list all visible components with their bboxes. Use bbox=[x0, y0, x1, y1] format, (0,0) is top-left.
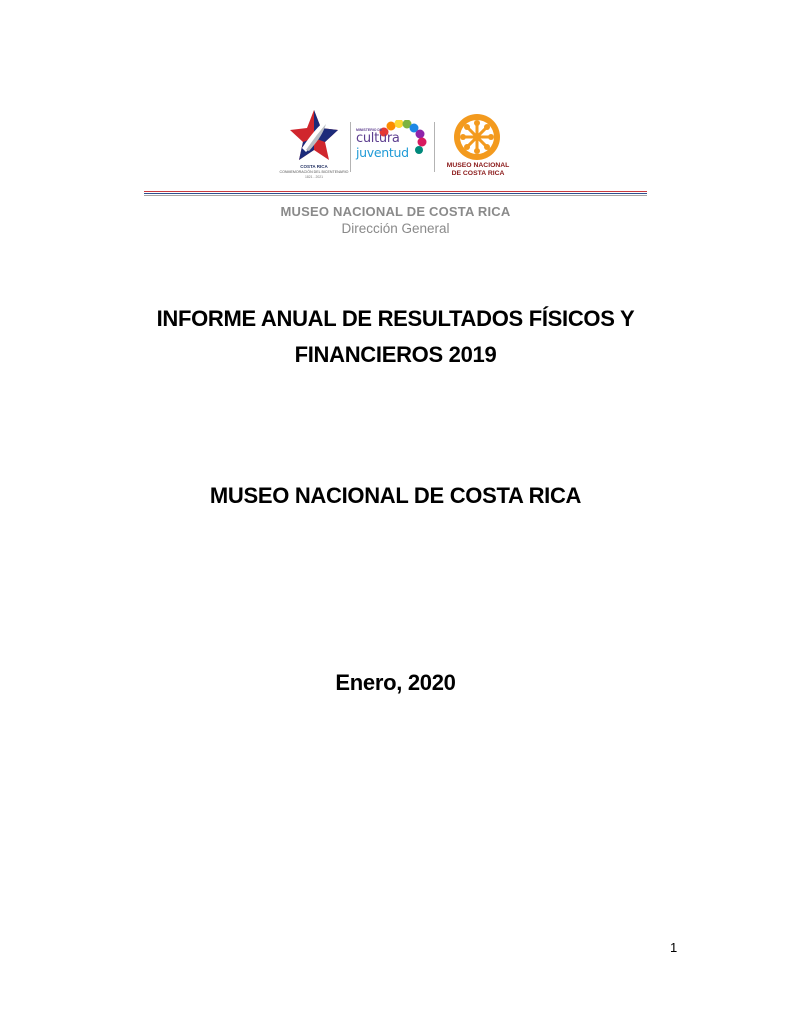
header-divider bbox=[144, 191, 647, 198]
costa-rica-logo-subtitle: CONMEMORACIÓN DEL BICENTENARIO bbox=[279, 170, 349, 174]
museum-emblem-icon bbox=[451, 112, 503, 162]
document-subtitle: MUSEO NACIONAL DE COSTA RICA bbox=[209, 483, 582, 508]
costa-rica-logo bbox=[278, 108, 350, 188]
museum-logo-line1: MUSEO NACIONAL bbox=[446, 162, 510, 169]
header-institution: MUSEO NACIONAL DE COSTA RICA bbox=[280, 204, 511, 219]
ministry-word-juventud: juventud bbox=[356, 145, 409, 160]
museum-logo-line2: DE COSTA RICA bbox=[451, 170, 505, 177]
logo-separator bbox=[434, 122, 435, 172]
museum-logo bbox=[438, 108, 518, 188]
divider-stripe-blue bbox=[144, 193, 647, 194]
header-logos bbox=[278, 108, 518, 188]
page-number: 1 bbox=[670, 940, 678, 955]
ministry-small-text: MINISTERIO DE bbox=[356, 128, 383, 132]
divider-stripe-gray bbox=[144, 195, 647, 196]
costa-rica-logo-name: COSTA RICA bbox=[300, 164, 328, 169]
divider-stripe-red bbox=[144, 191, 647, 192]
costa-rica-logo-years: 1821 - 2021 bbox=[304, 175, 324, 179]
document-title-line2: FINANCIEROS 2019 bbox=[294, 342, 497, 367]
header-direction: Dirección General bbox=[341, 221, 450, 236]
ministry-word-cultura: cultura bbox=[356, 131, 400, 146]
star-icon bbox=[288, 108, 340, 162]
logo-separator bbox=[350, 122, 351, 172]
document-title-line1: INFORME ANUAL DE RESULTADOS FÍSICOS Y bbox=[156, 306, 635, 331]
ministry-culture-logo bbox=[354, 120, 432, 180]
document-date: Enero, 2020 bbox=[335, 670, 456, 695]
